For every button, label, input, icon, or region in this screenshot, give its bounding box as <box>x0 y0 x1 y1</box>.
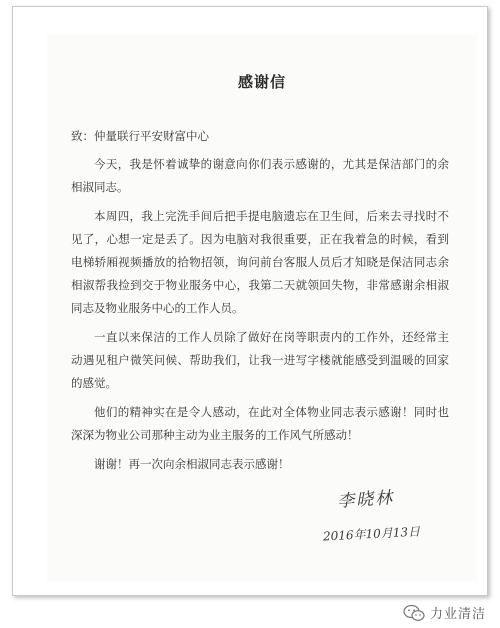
letter-paragraph: 本周四，我上完洗手间后把手提电脑遗忘在卫生间，后来去寻找时不见了，心想一定是丢了。因为电脑对我很重要，正在我着急的时候，看到电梯轿厢视频播放的拾物招领，询问前台客服人员后才知晓是保洁同志余相淑帮我捡到交于物业服务中心，我第二天就领回失物，非常感谢余相淑同志及物业服务中心的工作人员。 <box>71 209 449 315</box>
letter-paragraph: 今天，我是怀着诚挚的谢意向你们表示感谢的，尤其是保洁部门的余相淑同志。 <box>71 157 449 194</box>
letter-title: 感谢信 <box>237 73 286 91</box>
source-watermark <box>403 603 486 622</box>
letter-paragraph: 一直以来保洁的工作人员除了做好在岗等职责内的工作外，还经常主动遇见租户微笑问候、帮助我们，让我一进写字楼就能感受到温暖的回家的感觉。 <box>71 330 449 390</box>
letter-paragraph: 谢谢！再一次向余相淑同志表示感谢！ <box>94 457 290 471</box>
letter-paper <box>47 35 477 581</box>
handwritten-signature: 李晓林 <box>336 488 395 512</box>
letter-photo-frame <box>12 6 488 596</box>
letter-body <box>71 153 449 482</box>
watermark-text: 力业清洁 <box>429 607 486 622</box>
wechat-icon <box>403 604 425 622</box>
letter-paragraph: 他们的精神实在是令人感动，在此对全体物业同志表示感谢！同时也深深为物业公司那种主动为业主服务的工作风气所感动！ <box>71 405 449 442</box>
letter-greeting: 致：仲量联行平安财富中心 <box>71 129 209 143</box>
handwritten-date: 2016年10月13日 <box>322 524 421 544</box>
signature-block <box>323 485 463 565</box>
